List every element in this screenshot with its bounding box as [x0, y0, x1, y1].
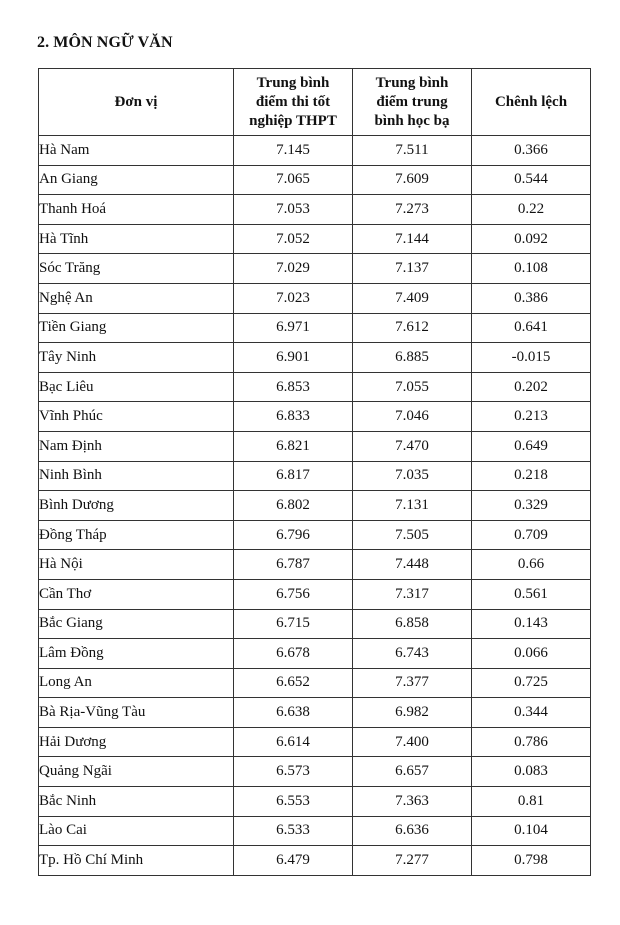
- cell-difference: -0.015: [472, 343, 591, 373]
- cell-transcript-average: 7.505: [353, 520, 472, 550]
- cell-unit: Hải Dương: [39, 727, 234, 757]
- cell-unit: Tiền Giang: [39, 313, 234, 343]
- cell-transcript-average: 6.743: [353, 639, 472, 669]
- cell-difference: 0.386: [472, 283, 591, 313]
- table-row: [39, 254, 591, 284]
- cell-difference: 0.083: [472, 757, 591, 787]
- header-transcript-average: [353, 69, 472, 136]
- header-exam-average: [234, 69, 353, 136]
- cell-unit: Nghệ An: [39, 283, 234, 313]
- cell-exam-average: 7.029: [234, 254, 353, 284]
- cell-difference: 0.104: [472, 816, 591, 846]
- table-row: [39, 313, 591, 343]
- header-unit: [39, 69, 234, 136]
- table-row: [39, 431, 591, 461]
- cell-unit: Bắc Giang: [39, 609, 234, 639]
- cell-difference: 0.218: [472, 461, 591, 491]
- cell-unit: Thanh Hoá: [39, 195, 234, 225]
- table-row: [39, 402, 591, 432]
- cell-exam-average: 6.573: [234, 757, 353, 787]
- header-difference: [472, 69, 591, 136]
- cell-transcript-average: 7.448: [353, 550, 472, 580]
- cell-transcript-average: 7.035: [353, 461, 472, 491]
- cell-difference: 0.649: [472, 431, 591, 461]
- table-row: [39, 757, 591, 787]
- cell-unit: Hà Nam: [39, 136, 234, 166]
- cell-exam-average: 7.053: [234, 195, 353, 225]
- table-row: [39, 846, 591, 876]
- cell-transcript-average: 7.055: [353, 372, 472, 402]
- cell-exam-average: 6.853: [234, 372, 353, 402]
- cell-difference: 0.092: [472, 224, 591, 254]
- table-row: [39, 195, 591, 225]
- cell-difference: 0.366: [472, 136, 591, 166]
- cell-transcript-average: 7.470: [353, 431, 472, 461]
- cell-unit: Đồng Tháp: [39, 520, 234, 550]
- cell-unit: An Giang: [39, 165, 234, 195]
- header-transcript-average-label: Trung bình điểm trung bình học bạ: [374, 74, 450, 129]
- cell-difference: 0.561: [472, 579, 591, 609]
- cell-exam-average: 6.533: [234, 816, 353, 846]
- cell-difference: 0.108: [472, 254, 591, 284]
- cell-unit: Lâm Đồng: [39, 639, 234, 669]
- cell-transcript-average: 7.277: [353, 846, 472, 876]
- cell-exam-average: 6.756: [234, 579, 353, 609]
- header-row: [39, 69, 591, 136]
- cell-difference: 0.544: [472, 165, 591, 195]
- table-row: [39, 343, 591, 373]
- cell-transcript-average: 7.363: [353, 787, 472, 817]
- header-exam-average-label: Trung bình điểm thi tốt nghiệp THPT: [249, 74, 337, 129]
- table-row: [39, 550, 591, 580]
- cell-exam-average: 6.821: [234, 431, 353, 461]
- cell-unit: Lào Cai: [39, 816, 234, 846]
- table-row: [39, 609, 591, 639]
- cell-exam-average: 6.678: [234, 639, 353, 669]
- cell-transcript-average: 7.511: [353, 136, 472, 166]
- cell-unit: Ninh Bình: [39, 461, 234, 491]
- cell-unit: Hà Nội: [39, 550, 234, 580]
- table-row: [39, 787, 591, 817]
- cell-difference: 0.329: [472, 491, 591, 521]
- cell-unit: Tây Ninh: [39, 343, 234, 373]
- cell-unit: Bà Rịa-Vũng Tàu: [39, 698, 234, 728]
- cell-transcript-average: 6.982: [353, 698, 472, 728]
- cell-unit: Bắc Ninh: [39, 787, 234, 817]
- table-row: [39, 136, 591, 166]
- cell-exam-average: 6.971: [234, 313, 353, 343]
- cell-exam-average: 6.833: [234, 402, 353, 432]
- cell-unit: Tp. Hồ Chí Minh: [39, 846, 234, 876]
- cell-transcript-average: 7.377: [353, 668, 472, 698]
- table-row: [39, 224, 591, 254]
- cell-exam-average: 6.652: [234, 668, 353, 698]
- cell-transcript-average: 6.636: [353, 816, 472, 846]
- cell-transcript-average: 7.273: [353, 195, 472, 225]
- cell-transcript-average: 7.137: [353, 254, 472, 284]
- table-row: [39, 491, 591, 521]
- table-row: [39, 372, 591, 402]
- cell-exam-average: 7.023: [234, 283, 353, 313]
- cell-transcript-average: 7.409: [353, 283, 472, 313]
- table-row: [39, 461, 591, 491]
- cell-unit: Hà Tĩnh: [39, 224, 234, 254]
- table-header: [39, 69, 591, 136]
- cell-difference: 0.143: [472, 609, 591, 639]
- cell-unit: Bạc Liêu: [39, 372, 234, 402]
- cell-exam-average: 7.145: [234, 136, 353, 166]
- cell-exam-average: 7.052: [234, 224, 353, 254]
- cell-unit: Sóc Trăng: [39, 254, 234, 284]
- cell-unit: Quảng Ngãi: [39, 757, 234, 787]
- cell-difference: 0.213: [472, 402, 591, 432]
- cell-transcript-average: 6.885: [353, 343, 472, 373]
- cell-unit: Cần Thơ: [39, 579, 234, 609]
- cell-difference: 0.709: [472, 520, 591, 550]
- cell-difference: 0.81: [472, 787, 591, 817]
- cell-exam-average: 6.638: [234, 698, 353, 728]
- table-row: [39, 668, 591, 698]
- header-unit-label: Đơn vị: [114, 93, 158, 110]
- cell-transcript-average: 7.317: [353, 579, 472, 609]
- cell-difference: 0.725: [472, 668, 591, 698]
- cell-exam-average: 6.553: [234, 787, 353, 817]
- cell-difference: 0.066: [472, 639, 591, 669]
- cell-transcript-average: 6.657: [353, 757, 472, 787]
- cell-unit: Long An: [39, 668, 234, 698]
- cell-transcript-average: 7.612: [353, 313, 472, 343]
- cell-exam-average: 6.802: [234, 491, 353, 521]
- cell-exam-average: 6.787: [234, 550, 353, 580]
- table-row: [39, 283, 591, 313]
- table-row: [39, 520, 591, 550]
- table-body: [39, 136, 591, 876]
- cell-exam-average: 6.715: [234, 609, 353, 639]
- cell-unit: Nam Định: [39, 431, 234, 461]
- cell-difference: 0.798: [472, 846, 591, 876]
- cell-transcript-average: 7.046: [353, 402, 472, 432]
- cell-transcript-average: 7.609: [353, 165, 472, 195]
- cell-exam-average: 7.065: [234, 165, 353, 195]
- cell-difference: 0.641: [472, 313, 591, 343]
- table-row: [39, 165, 591, 195]
- table-row: [39, 816, 591, 846]
- cell-difference: 0.202: [472, 372, 591, 402]
- cell-exam-average: 6.479: [234, 846, 353, 876]
- cell-transcript-average: 7.144: [353, 224, 472, 254]
- cell-unit: Bình Dương: [39, 491, 234, 521]
- cell-transcript-average: 6.858: [353, 609, 472, 639]
- header-difference-label: Chênh lệch: [494, 93, 568, 110]
- cell-difference: 0.786: [472, 727, 591, 757]
- section-heading: 2. MÔN NGỮ VĂN: [37, 34, 173, 51]
- cell-exam-average: 6.901: [234, 343, 353, 373]
- table-row: [39, 579, 591, 609]
- table-row: [39, 727, 591, 757]
- table-row: [39, 639, 591, 669]
- cell-transcript-average: 7.131: [353, 491, 472, 521]
- cell-exam-average: 6.817: [234, 461, 353, 491]
- cell-unit: Vĩnh Phúc: [39, 402, 234, 432]
- scores-table: [38, 68, 591, 876]
- table-row: [39, 698, 591, 728]
- cell-difference: 0.66: [472, 550, 591, 580]
- cell-difference: 0.22: [472, 195, 591, 225]
- cell-exam-average: 6.796: [234, 520, 353, 550]
- cell-transcript-average: 7.400: [353, 727, 472, 757]
- cell-exam-average: 6.614: [234, 727, 353, 757]
- cell-difference: 0.344: [472, 698, 591, 728]
